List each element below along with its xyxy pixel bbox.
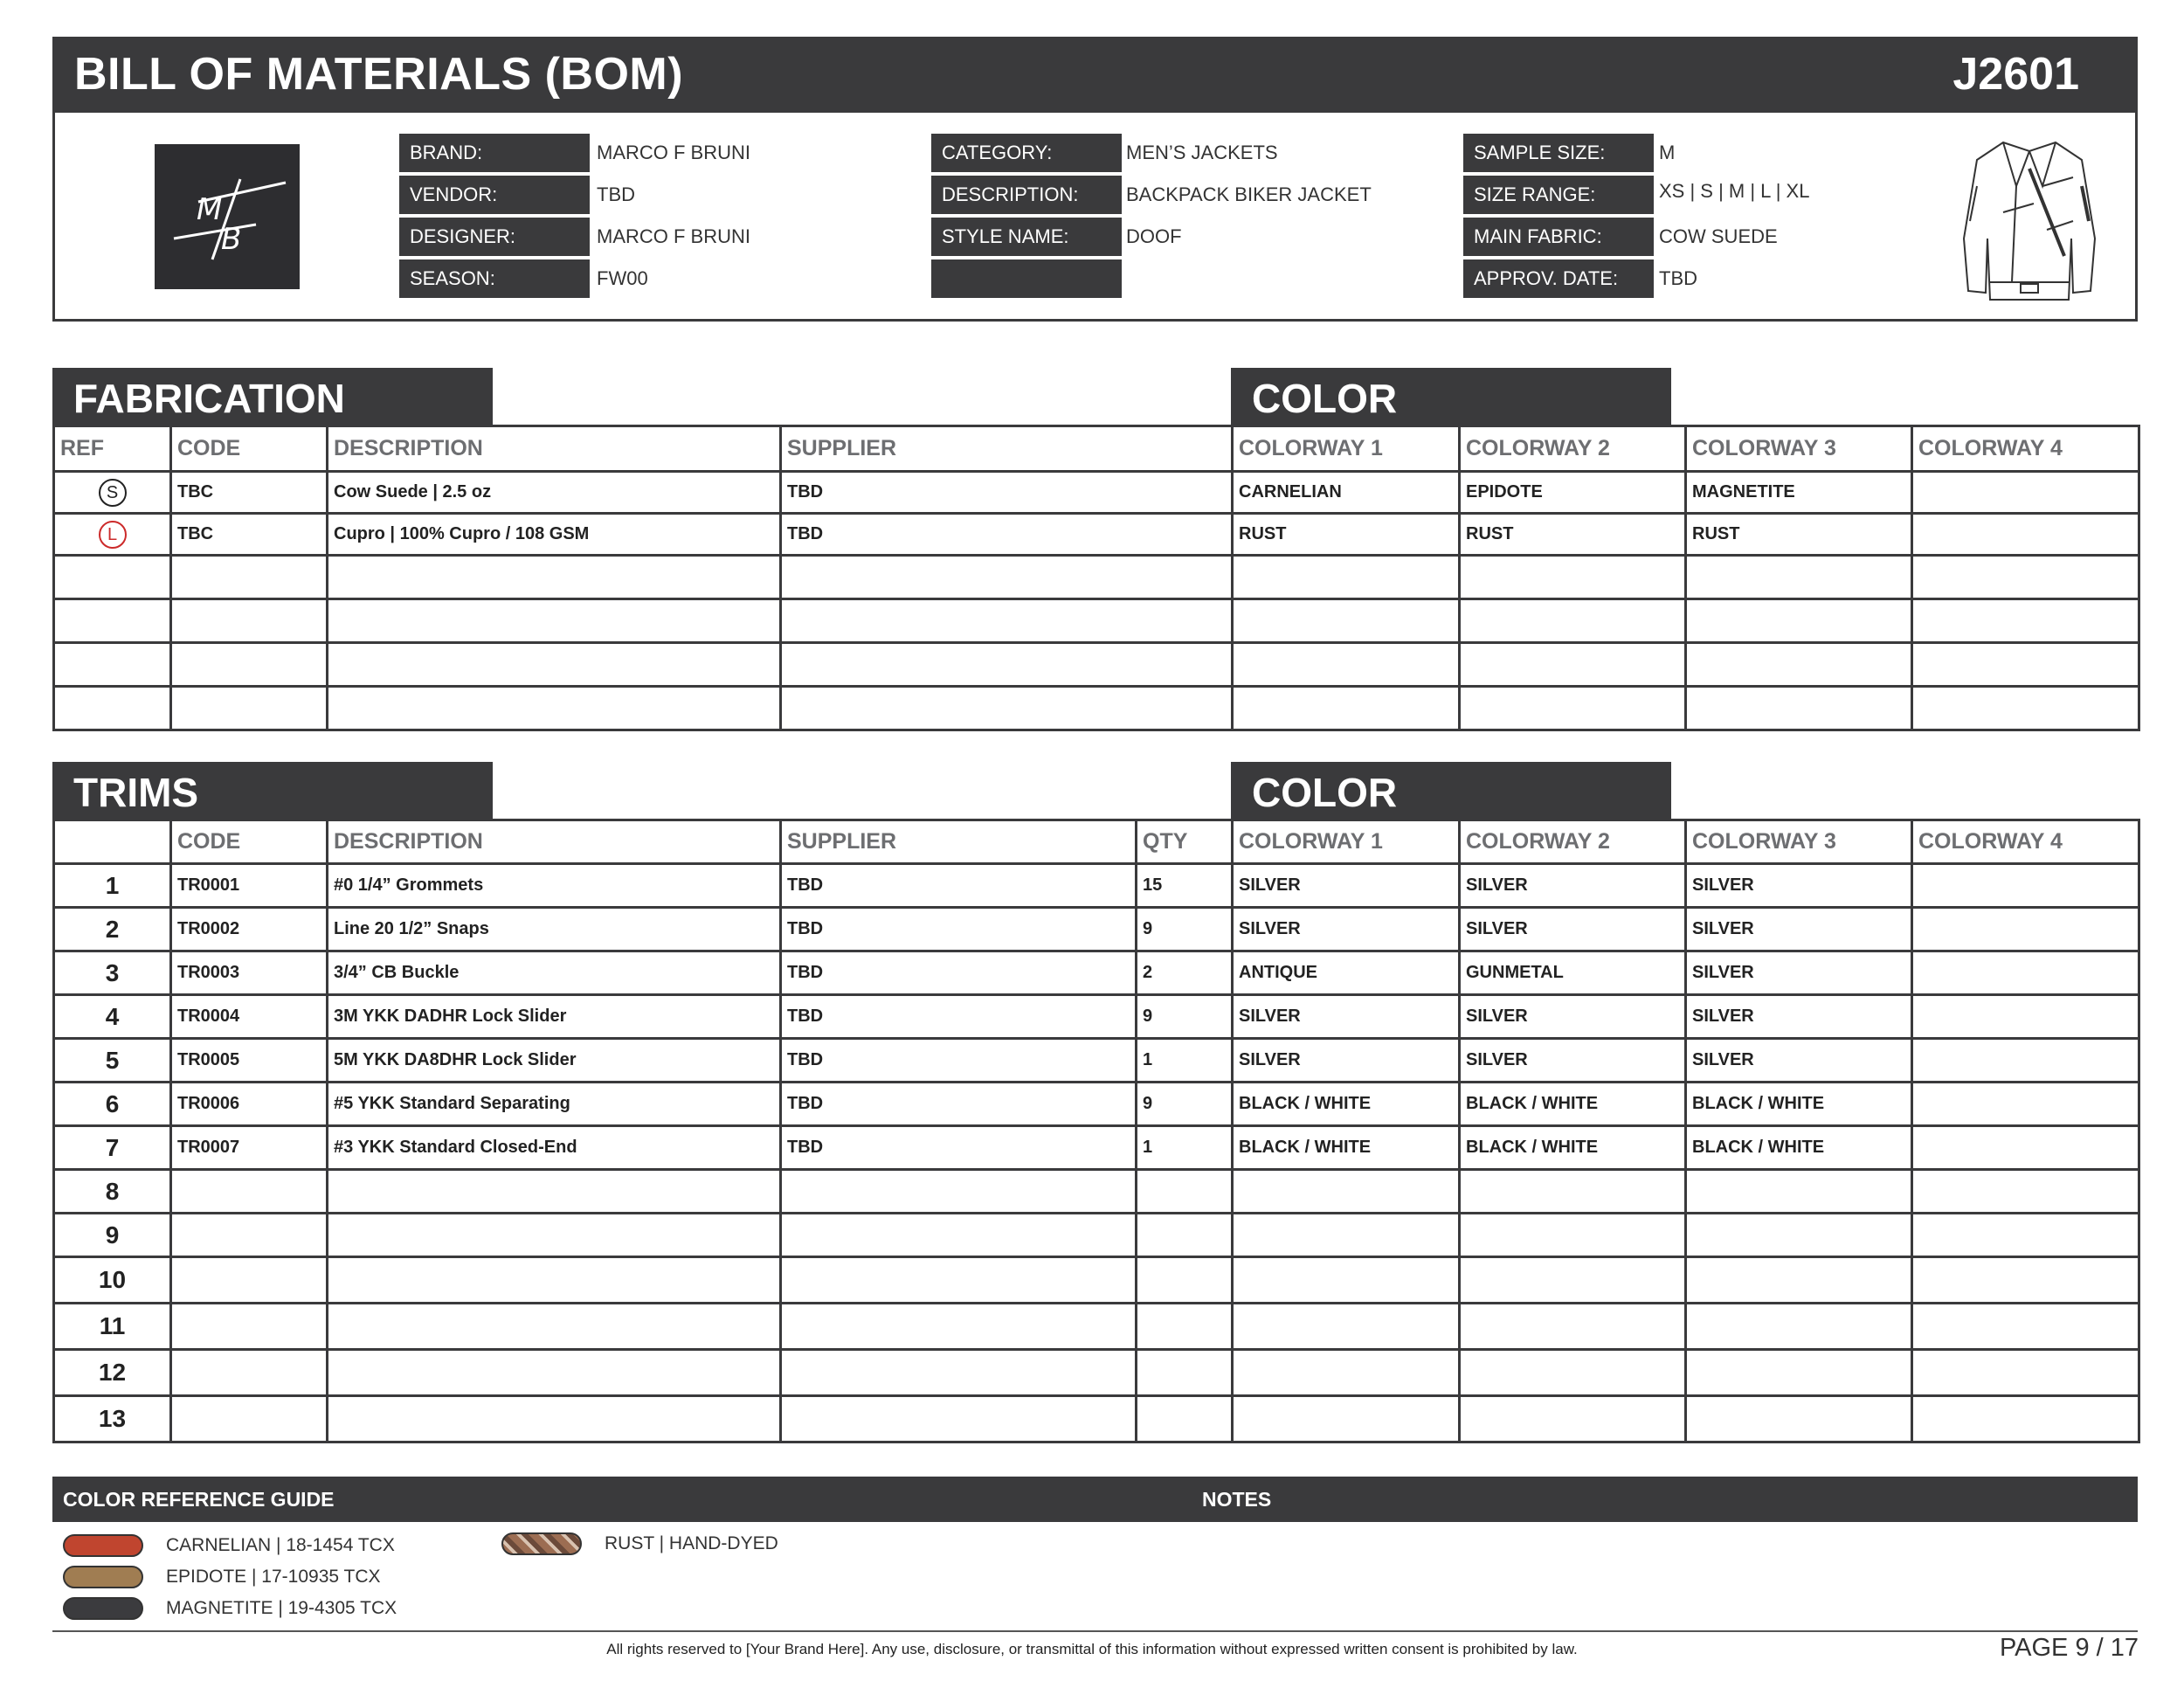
page-number: PAGE 9 / 17: [1999, 1634, 2139, 1662]
legal-notice: All rights reserved to [Your Brand Here]. Any use, disclosure, or transmittal of this information without expressed written consent is prohibited by law.: [606, 1641, 1578, 1657]
cell: [1912, 995, 2139, 1039]
table-row: [54, 1396, 2139, 1442]
cell: BLACK / WHITE: [1686, 1083, 1912, 1126]
cell: Cupro | 100% Cupro / 108 GSM: [328, 514, 781, 556]
size-range-label: SIZE RANGE:: [1463, 176, 1654, 214]
vendor-label: VENDOR:: [399, 176, 590, 214]
cell: [1460, 1396, 1686, 1442]
cell: SILVER: [1686, 908, 1912, 951]
column-header: SUPPLIER: [781, 426, 1233, 472]
cell: 9: [1137, 1083, 1233, 1126]
cell: #3 YKK Standard Closed-End: [328, 1126, 781, 1170]
carnelian-label: CARNELIAN | 18-1454 TCX: [166, 1535, 395, 1555]
svg-text:B: B: [221, 222, 242, 257]
cell: ANTIQUE: [1233, 951, 1460, 995]
column-header: COLORWAY 1: [1233, 426, 1460, 472]
row-number: 1: [54, 864, 171, 908]
cell: TBD: [781, 1083, 1137, 1126]
cell: [328, 1170, 781, 1214]
vendor-value: TBD: [597, 183, 635, 205]
brand-value: MARCO F BRUNI: [597, 142, 750, 163]
cell: SILVER: [1460, 1039, 1686, 1083]
cell: [1137, 1304, 1233, 1350]
cell: 1: [1137, 1126, 1233, 1170]
sample-size-label: SAMPLE SIZE:: [1463, 134, 1654, 172]
table-row: [54, 643, 2139, 687]
cell: 15: [1137, 864, 1233, 908]
row-number: 2: [54, 908, 171, 951]
table-row: [54, 1257, 2139, 1304]
cell: 3M YKK DADHR Lock Slider: [328, 995, 781, 1039]
cell: [1912, 1083, 2139, 1126]
table-row: [54, 1083, 2139, 1126]
column-header: COLORWAY 3: [1686, 426, 1912, 472]
column-header: COLORWAY 2: [1460, 820, 1686, 864]
cell: SILVER: [1233, 1039, 1460, 1083]
column-header: SUPPLIER: [781, 820, 1137, 864]
main-fabric-value: COW SUEDE: [1659, 225, 1778, 247]
cell: Cow Suede | 2.5 oz: [328, 472, 781, 514]
epidote-label: EPIDOTE | 17-10935 TCX: [166, 1567, 381, 1587]
cell: [781, 1304, 1137, 1350]
column-header: REF: [54, 426, 171, 472]
column-header: QTY: [1137, 820, 1233, 864]
cell: [1912, 514, 2139, 556]
table-row: [54, 514, 2139, 556]
cell: SILVER: [1686, 1039, 1912, 1083]
row-number: 3: [54, 951, 171, 995]
main-fabric-label: MAIN FABRIC:: [1463, 218, 1654, 256]
cell: SILVER: [1686, 951, 1912, 995]
carnelian-swatch: [63, 1534, 143, 1557]
cell: [1686, 1396, 1912, 1442]
cell: TBD: [781, 951, 1137, 995]
cell: GUNMETAL: [1460, 951, 1686, 995]
cell: [781, 1257, 1137, 1304]
cell: TR0001: [171, 864, 328, 908]
cell: [171, 1257, 328, 1304]
row-number: 11: [54, 1304, 171, 1350]
cell: SILVER: [1686, 995, 1912, 1039]
cell: [328, 1214, 781, 1257]
category-value: MEN’S JACKETS: [1126, 142, 1278, 163]
table-row: [54, 1304, 2139, 1350]
cell: [1233, 1350, 1460, 1396]
cell: [781, 1396, 1137, 1442]
table-row: [54, 951, 2139, 995]
cell: [1233, 1214, 1460, 1257]
cell: [1460, 1304, 1686, 1350]
column-header: DESCRIPTION: [328, 426, 781, 472]
cell: SILVER: [1686, 864, 1912, 908]
row-number: 5: [54, 1039, 171, 1083]
cell: SILVER: [1460, 908, 1686, 951]
lining-ref-icon: L: [99, 521, 127, 549]
cell: [1233, 1257, 1460, 1304]
season-label: SEASON:: [399, 259, 590, 298]
cell: TBD: [781, 472, 1233, 514]
row-number: 6: [54, 1083, 171, 1126]
color-guide-title: COLOR REFERENCE GUIDE: [63, 1488, 335, 1511]
style-number: J2601: [1952, 49, 2079, 100]
fabrication-color-heading: COLOR: [1231, 368, 1671, 425]
cell: SILVER: [1460, 864, 1686, 908]
column-header: COLORWAY 2: [1460, 426, 1686, 472]
sample-size-value: M: [1659, 142, 1676, 163]
table-row: [54, 1214, 2139, 1257]
column-header: COLORWAY 4: [1912, 820, 2139, 864]
cell: [1912, 1350, 2139, 1396]
page-title: BILL OF MATERIALS (BOM): [74, 49, 684, 100]
description-label: DESCRIPTION:: [931, 176, 1122, 214]
cell: TBD: [781, 1039, 1137, 1083]
cell: [171, 1170, 328, 1214]
cell: [1137, 1257, 1233, 1304]
row-number: 10: [54, 1257, 171, 1304]
color-guide-bar: [52, 1477, 2138, 1522]
cell: RUST: [1460, 514, 1686, 556]
cell: SILVER: [1233, 908, 1460, 951]
cell: SILVER: [1460, 995, 1686, 1039]
row-number: 7: [54, 1126, 171, 1170]
cell: [1137, 1350, 1233, 1396]
column-header: DESCRIPTION: [328, 820, 781, 864]
cell: #5 YKK Standard Separating: [328, 1083, 781, 1126]
magnetite-label: MAGNETITE | 19-4305 TCX: [166, 1598, 397, 1618]
table-row: [54, 472, 2139, 514]
cell: [1686, 1170, 1912, 1214]
cell: [1912, 1039, 2139, 1083]
cell: [171, 1214, 328, 1257]
fabrication-header-row: [54, 426, 2139, 472]
fabrication-table: [52, 425, 2140, 731]
rust-label: RUST | HAND-DYED: [605, 1533, 778, 1553]
cell: [1912, 1126, 2139, 1170]
cell: TR0005: [171, 1039, 328, 1083]
column-header: CODE: [171, 820, 328, 864]
approval-date-value: TBD: [1659, 267, 1697, 289]
cell: [1460, 1170, 1686, 1214]
trims-header-row: [54, 820, 2139, 864]
season-value: FW00: [597, 267, 648, 289]
cell: 9: [1137, 995, 1233, 1039]
row-number: 9: [54, 1214, 171, 1257]
column-header: COLORWAY 1: [1233, 820, 1460, 864]
size-range-value: XS | S | M | L | XL: [1659, 180, 1810, 202]
cell: [328, 1257, 781, 1304]
cell: RUST: [1233, 514, 1460, 556]
cell: [781, 1214, 1137, 1257]
cell: TR0002: [171, 908, 328, 951]
cell: BLACK / WHITE: [1460, 1083, 1686, 1126]
designer-value: MARCO F BRUNI: [597, 225, 750, 247]
row-number: 13: [54, 1396, 171, 1442]
cell: [781, 1170, 1137, 1214]
cell: TBC: [171, 472, 328, 514]
cell: TBD: [781, 864, 1137, 908]
column-header: CODE: [171, 426, 328, 472]
cell: TBC: [171, 514, 328, 556]
category-label: CATEGORY:: [931, 134, 1122, 172]
cell: Line 20 1/2” Snaps: [328, 908, 781, 951]
column-header: COLORWAY 4: [1912, 426, 2139, 472]
cell: BLACK / WHITE: [1460, 1126, 1686, 1170]
header-block: [52, 37, 2138, 322]
cell: [781, 1350, 1137, 1396]
cell: SILVER: [1233, 864, 1460, 908]
trims-heading: TRIMS: [52, 762, 493, 820]
epidote-swatch: [63, 1566, 143, 1588]
trims-color-heading: COLOR: [1231, 762, 1671, 820]
cell: [1912, 864, 2139, 908]
table-row: [54, 599, 2139, 643]
brand-label: BRAND:: [399, 134, 590, 172]
row-number: 12: [54, 1350, 171, 1396]
table-row: [54, 556, 2139, 599]
cell: [1460, 1350, 1686, 1396]
magnetite-swatch: [63, 1597, 143, 1620]
cell: [171, 1304, 328, 1350]
trims-table: [52, 819, 2140, 1443]
cell: RUST: [1686, 514, 1912, 556]
cell: [1686, 1214, 1912, 1257]
cell: [328, 1396, 781, 1442]
cell: TBD: [781, 1126, 1137, 1170]
cell: BLACK / WHITE: [1233, 1126, 1460, 1170]
jacket-sketch-image: [1951, 134, 2108, 308]
cell: [328, 1304, 781, 1350]
table-row: [54, 1126, 2139, 1170]
cell: [171, 1350, 328, 1396]
brand-logo: [155, 144, 300, 289]
cell: [1912, 951, 2139, 995]
fabrication-heading: FABRICATION: [52, 368, 493, 425]
cell: 5M YKK DA8DHR Lock Slider: [328, 1039, 781, 1083]
cell: TR0004: [171, 995, 328, 1039]
row-number: 4: [54, 995, 171, 1039]
cell: 9: [1137, 908, 1233, 951]
cell: [1137, 1170, 1233, 1214]
cell: [1460, 1214, 1686, 1257]
cell: [1233, 1396, 1460, 1442]
style-name-value: DOOF: [1126, 225, 1182, 247]
cell: [1686, 1304, 1912, 1350]
cell: EPIDOTE: [1460, 472, 1686, 514]
cell: [171, 1396, 328, 1442]
cell: [1686, 1257, 1912, 1304]
cell: [1233, 1304, 1460, 1350]
cell: 2: [1137, 951, 1233, 995]
notes-title: NOTES: [1202, 1488, 1272, 1511]
table-row: [54, 864, 2139, 908]
cell: [1460, 1257, 1686, 1304]
cell: MAGNETITE: [1686, 472, 1912, 514]
cell: TBD: [781, 514, 1233, 556]
footer-divider: [52, 1630, 2138, 1632]
cell: [1912, 1257, 2139, 1304]
cell: BLACK / WHITE: [1686, 1126, 1912, 1170]
cell: [1912, 1170, 2139, 1214]
cell: CARNELIAN: [1233, 472, 1460, 514]
table-row: [54, 687, 2139, 730]
cell: [1912, 472, 2139, 514]
cell: BLACK / WHITE: [1233, 1083, 1460, 1126]
cell: TR0007: [171, 1126, 328, 1170]
row-number: 8: [54, 1170, 171, 1214]
cell: TR0003: [171, 951, 328, 995]
cell: TR0006: [171, 1083, 328, 1126]
cell: #0 1/4” Grommets: [328, 864, 781, 908]
column-header: [54, 820, 171, 864]
cell: TBD: [781, 995, 1137, 1039]
cell: [1233, 1170, 1460, 1214]
column-header: COLORWAY 3: [1686, 820, 1912, 864]
blank-label: [931, 259, 1122, 298]
header-bar: [55, 39, 2135, 113]
cell: [328, 1350, 781, 1396]
designer-label: DESIGNER:: [399, 218, 590, 256]
cell: SILVER: [1233, 995, 1460, 1039]
table-row: [54, 908, 2139, 951]
cell: [1912, 1214, 2139, 1257]
style-name-label: STYLE NAME:: [931, 218, 1122, 256]
svg-text:M: M: [197, 192, 223, 227]
cell: 1: [1137, 1039, 1233, 1083]
cell: [1912, 1396, 2139, 1442]
rust-swatch: [501, 1532, 582, 1555]
cell: [1137, 1214, 1233, 1257]
description-value: BACKPACK BIKER JACKET: [1126, 183, 1372, 205]
cell: [1912, 908, 2139, 951]
table-row: [54, 1350, 2139, 1396]
cell: [1912, 1304, 2139, 1350]
table-row: [54, 1039, 2139, 1083]
approval-date-label: APPROV. DATE:: [1463, 259, 1654, 298]
cell: [1137, 1396, 1233, 1442]
cell: TBD: [781, 908, 1137, 951]
table-row: [54, 1170, 2139, 1214]
shell-ref-icon: S: [99, 479, 127, 507]
table-row: [54, 995, 2139, 1039]
cell: [1686, 1350, 1912, 1396]
cell: 3/4” CB Buckle: [328, 951, 781, 995]
